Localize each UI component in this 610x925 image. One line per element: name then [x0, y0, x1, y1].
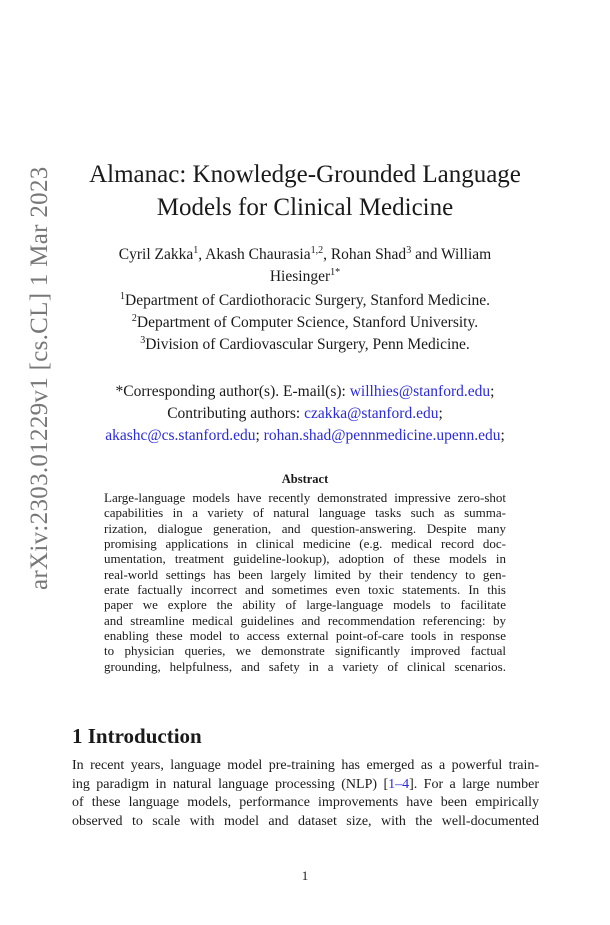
email-link[interactable]: akashc@cs.stanford.edu: [105, 427, 256, 444]
abstract-line: enabling these model to access external point-of-care tools in response: [104, 628, 506, 644]
affil-mark: 1: [193, 244, 199, 256]
affiliation: $^3$Division of Cardiovascular Surgery, Penn Medicine.: [140, 334, 470, 353]
abstract-line: Large-language models have recently demonstrated impressive zero-shot: [104, 490, 506, 505]
abstract-line: umentation, treatment guideline-lookup), adoption of these models in: [104, 551, 506, 567]
abstract-line: real-world settings has been largely limited by their tendency to gen-: [104, 566, 506, 582]
affiliations: [60, 290, 550, 356]
body-line: of these language models, performance improvements have been empirically: [72, 795, 539, 810]
author: , Akash Chaurasia: [198, 246, 311, 263]
arxiv-identifier: arXiv:2303.01229v1 [cs.CL] 1 Mar 2023: [26, 166, 53, 590]
abstract-line: and streamline medical guidelines and recommendation referencing: by: [104, 612, 506, 628]
abstract-line: rization, dialogue generation, and question-answering. Despite many: [104, 520, 506, 536]
title-line: Models for Clinical Medicine: [156, 194, 454, 221]
email-link[interactable]: czakka@stanford.edu: [304, 405, 439, 422]
abstract-body: [104, 490, 506, 674]
paper-title: [0, 158, 610, 224]
affiliation: $^2$Department of Computer Science, Stanford University.: [131, 312, 479, 331]
author: Cyril Zakka: [118, 246, 194, 263]
affil-mark: 3: [406, 244, 412, 256]
author: Hiesinger: [269, 268, 331, 285]
author-list: [60, 244, 550, 288]
title-line: Almanac: Knowledge-Grounded Language: [89, 161, 521, 188]
email-link[interactable]: willhies@stanford.edu: [349, 383, 491, 400]
page-number: 1: [301, 868, 309, 883]
abstract-line: promising applications in clinical medicine (e.g. medical record doc-: [104, 536, 506, 552]
body-line: In recent years, language model pre-training has emerged as a powerful train-: [72, 758, 539, 773]
affil-mark: 1,2: [310, 244, 324, 256]
introduction-body: [72, 757, 539, 831]
body-line: ing paradigm in natural language processing (NLP) [1–4]. For a large number: [72, 776, 539, 792]
affiliation: $^1$Department of Cardiothoracic Surgery, Stanford Medicine.: [120, 290, 490, 309]
abstract-line: erate factually incorrect and sometimes even toxic statements. In this: [104, 582, 506, 598]
correspondence: *Corresponding author(s). E-mail(s): willhies@stanford.edu; Contributing authors: czakka@stanford.edu; akashc@cs.stanford.edu; rohan.shad@pennmedicine.upenn.edu;: [105, 383, 505, 444]
email-link[interactable]: rohan.shad@pennmedicine.upenn.edu: [263, 427, 501, 444]
abstract-line: paper we explore the ability of large-language models to facilitate: [104, 597, 506, 613]
abstract-line: capabilities in a variety of natural language tasks such as summa-: [104, 505, 506, 521]
abstract-heading: Abstract: [281, 472, 329, 486]
author: and William: [411, 246, 492, 263]
abstract-line: grounding, helpfulness, and safety in a variety of clinical scenarios.: [104, 658, 506, 674]
author: , Rohan Shad: [323, 246, 407, 263]
citation-link[interactable]: 1–4: [388, 776, 410, 792]
body-line: observed to scale with model and dataset size, with the well-documented: [72, 813, 539, 829]
affil-mark: 1*: [330, 266, 341, 278]
section-heading: 1 Introduction: [72, 724, 202, 748]
abstract-line: to physician queries, we demonstrate significantly improved factual: [104, 643, 506, 659]
